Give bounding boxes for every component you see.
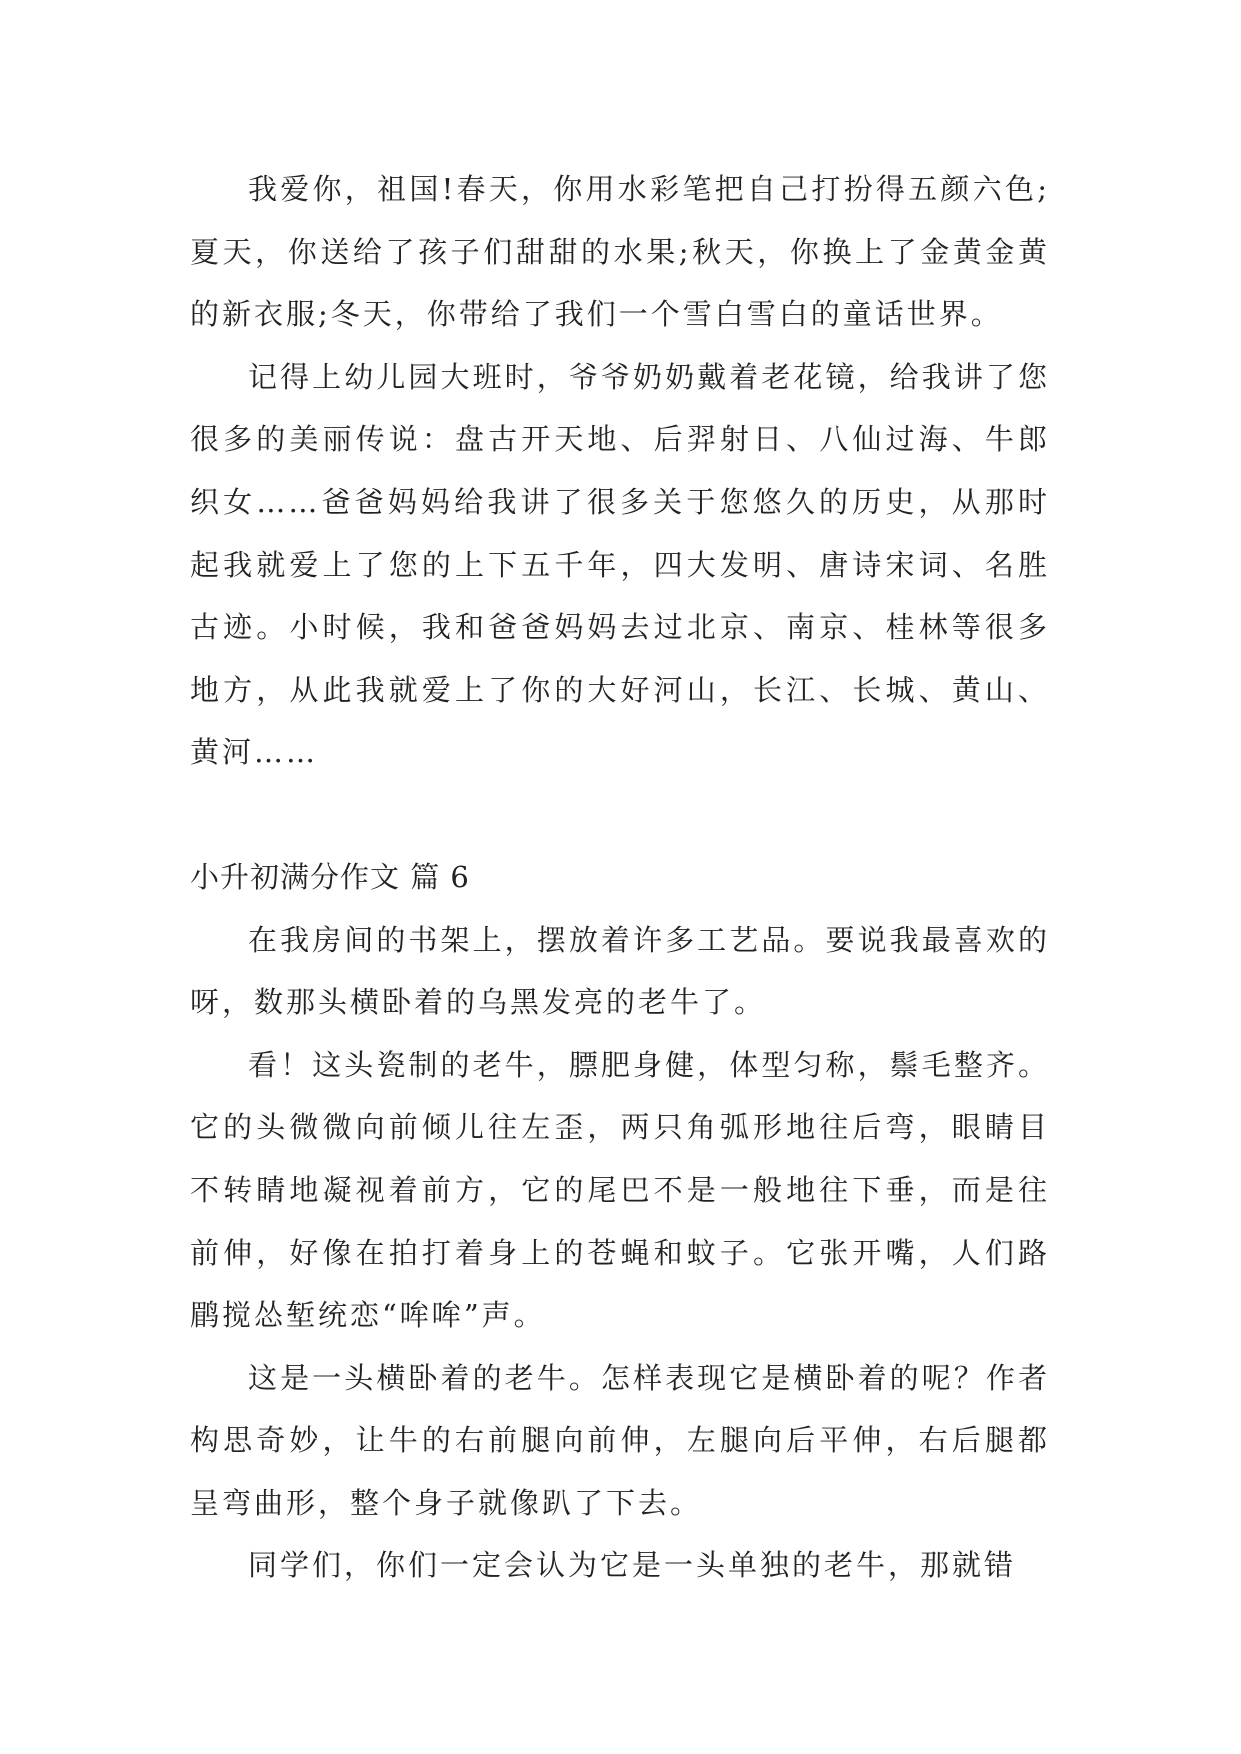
paragraph-ox-posture: 这是一头横卧着的老牛。怎样表现它是横卧着的呢？作者构思奇妙，让牛的右前腿向前伸，左腿向后平伸，右后腿都呈弯曲形，整个身子就像趴了下去。 bbox=[190, 1360, 1050, 1520]
paragraph-childhood-memories: 记得上幼儿园大班时，爷爷奶奶戴着老花镜，给我讲了您很多的美丽传说：盘古开天地、后羿射日、八仙过海、牛郎织女……爸爸妈妈给我讲了很多关于您悠久的历史，从那时起我就爱上了您的上下五千年，四大发明、唐诗宋词、名胜古迹。小时候，我和爸爸妈妈去过北京、南京、桂林等很多地方，从此我就爱上了你的大好河山，长江、长城、黄山、黄河…… bbox=[190, 359, 1050, 770]
paragraph-ox-description: 看！这头瓷制的老牛，膘肥身健，体型匀称，鬃毛整齐。它的头微微向前倾儿往左歪，两只角弧形地往后弯，眼睛目不转睛地凝视着前方，它的尾巴不是一般地往下垂，而是往前伸，好像在拍打着身上的苍蝇和蚊子。它张开嘴，人们路鹛搅怂堑统恋“哞哞”声。 bbox=[190, 1047, 1050, 1333]
paragraph-bookshelf: 在我房间的书架上，摆放着许多工艺品。要说我最喜欢的呀，数那头横卧着的乌黑发亮的老牛了。 bbox=[190, 922, 1050, 1020]
paragraph-classmates: 同学们，你们一定会认为它是一头单独的老牛，那就错 bbox=[248, 1548, 1017, 1583]
section-heading: 小升初满分作文 篇 6 bbox=[190, 859, 470, 894]
paragraph-love-motherland: 我爱你，祖国!春天，你用水彩笔把自己打扮得五颜六色;夏天，你送给了孩子们甜甜的水果;秋天，你换上了金黄金黄的新衣服;冬天，你带给了我们一个雪白雪白的童话世界。 bbox=[190, 172, 1050, 332]
document-body bbox=[190, 158, 1050, 1597]
